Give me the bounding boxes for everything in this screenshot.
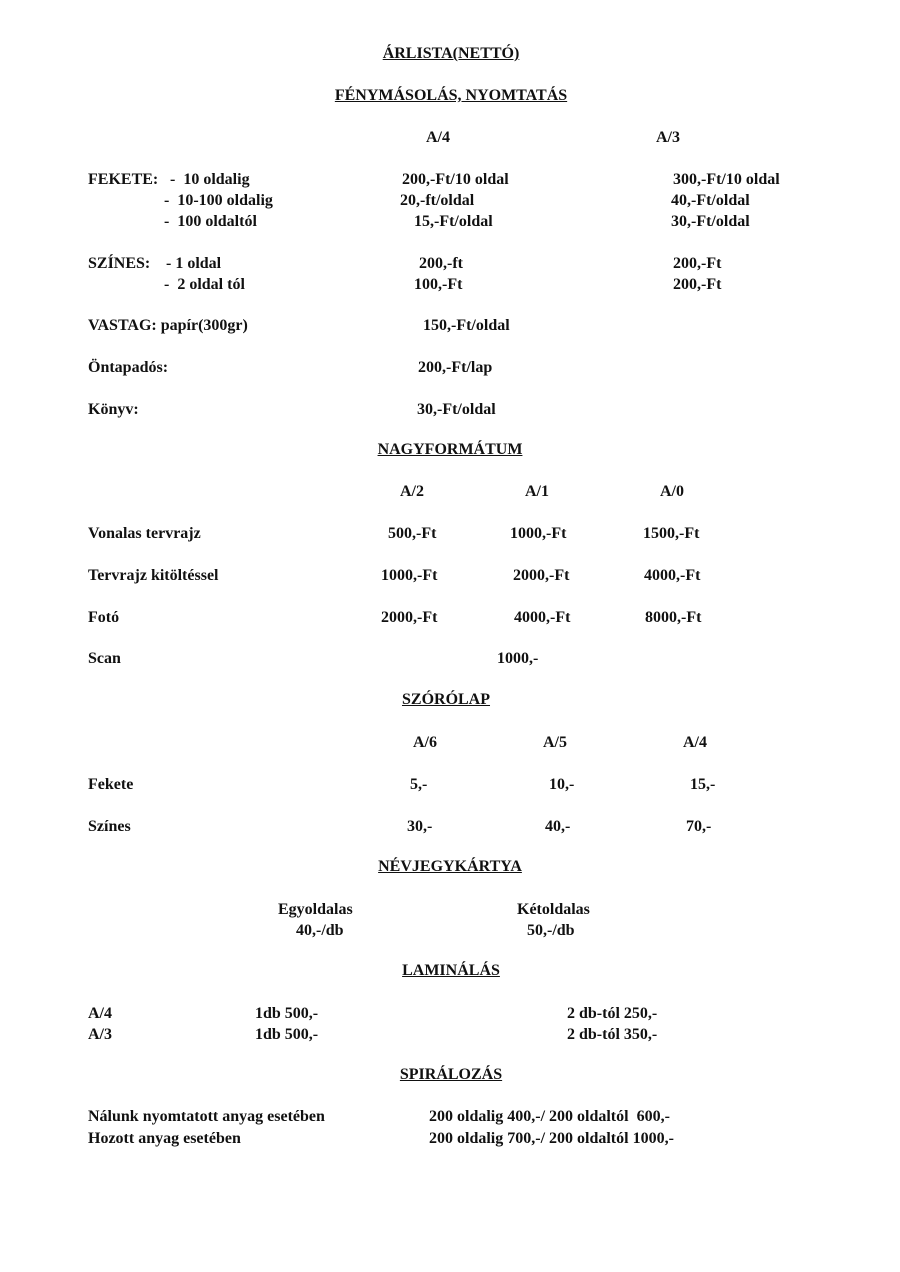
fekete-label: FEKETE:: [88, 171, 159, 188]
szines-a4-price: 100,-Ft: [414, 276, 463, 293]
copy-print-heading: FÉNYMÁSOLÁS, NYOMTATÁS: [334, 87, 568, 104]
szines-label: SZÍNES:: [88, 255, 151, 272]
flyer-a5-price: 10,-: [549, 776, 575, 793]
scan-label: Scan: [88, 650, 121, 667]
large-format-a1-price: 2000,-Ft: [513, 567, 570, 584]
flyer-a5-price: 40,-: [545, 818, 571, 835]
binding-row-price: 200 oldalig 700,-/ 200 oldaltól 1000,-: [429, 1130, 674, 1147]
fekete-range: - 100 oldaltól: [164, 213, 257, 230]
large-format-a0-price: 1500,-Ft: [643, 525, 700, 542]
fekete-range: - 10-100 oldalig: [164, 192, 273, 209]
large-format-row-label: Fotó: [88, 609, 120, 626]
col-header-a1: A/1: [525, 483, 549, 500]
flyer-a4-price: 15,-: [690, 776, 716, 793]
scan-price: 1000,-: [497, 650, 539, 667]
flyer-a6-price: 5,-: [410, 776, 428, 793]
large-format-a1-price: 1000,-Ft: [510, 525, 567, 542]
szines-a3-price: 200,-Ft: [673, 276, 722, 293]
lamination-single-price: 1db 500,-: [255, 1005, 319, 1022]
single-sided-label: Egyoldalas: [278, 901, 353, 918]
col-header-a6: A/6: [413, 734, 437, 751]
ontapados-label: Öntapadós:: [88, 359, 169, 376]
szines-range: - 2 oldal tól: [164, 276, 245, 293]
col-header-a4: A/4: [683, 734, 707, 751]
col-header-a5: A/5: [543, 734, 567, 751]
konyv-label: Könyv:: [88, 401, 139, 418]
flyer-a6-price: 30,-: [407, 818, 433, 835]
page-title: ÁRLISTA(NETTÓ): [382, 45, 520, 62]
flyer-row-label: Fekete: [88, 776, 134, 793]
binding-heading: SPIRÁLOZÁS: [399, 1066, 503, 1083]
flyer-heading: SZÓRÓLAP: [401, 691, 491, 708]
large-format-a0-price: 4000,-Ft: [644, 567, 701, 584]
lamination-heading: LAMINÁLÁS: [402, 962, 500, 979]
business-card-heading: NÉVJEGYKÁRTYA: [378, 858, 522, 875]
vastag-price: 150,-Ft/oldal: [423, 317, 510, 334]
col-header-a2: A/2: [400, 483, 424, 500]
fekete-a3-price: 30,-Ft/oldal: [671, 213, 750, 230]
double-sided-price: 50,-/db: [527, 922, 575, 939]
double-sided-label: Kétoldalas: [517, 901, 590, 918]
fekete-a3-price: 300,-Ft/10 oldal: [673, 171, 780, 188]
binding-row-label: Hozott anyag esetében: [88, 1130, 241, 1147]
fekete-a3-price: 40,-Ft/oldal: [671, 192, 750, 209]
fekete-a4-price: 15,-Ft/oldal: [414, 213, 493, 230]
vastag-label: VASTAG: papír(300gr): [88, 317, 248, 334]
szines-range: - 1 oldal: [166, 255, 222, 272]
fekete-range: - 10 oldalig: [170, 171, 250, 188]
large-format-a2-price: 1000,-Ft: [381, 567, 438, 584]
flyer-row-label: Színes: [88, 818, 131, 835]
large-format-a1-price: 4000,-Ft: [514, 609, 571, 626]
konyv-price: 30,-Ft/oldal: [417, 401, 496, 418]
lamination-single-price: 1db 500,-: [255, 1026, 319, 1043]
col-header-a3: A/3: [656, 129, 680, 146]
large-format-a2-price: 500,-Ft: [388, 525, 437, 542]
binding-row-price: 200 oldalig 400,-/ 200 oldaltól 600,-: [429, 1108, 670, 1125]
single-sided-price: 40,-/db: [296, 922, 344, 939]
ontapados-price: 200,-Ft/lap: [418, 359, 493, 376]
fekete-a4-price: 20,-ft/oldal: [400, 192, 475, 209]
large-format-heading: NAGYFORMÁTUM: [377, 441, 523, 458]
large-format-row-label: Tervrajz kitöltéssel: [88, 567, 219, 584]
large-format-a2-price: 2000,-Ft: [381, 609, 438, 626]
col-header-a4: A/4: [426, 129, 450, 146]
binding-row-label: Nálunk nyomtatott anyag esetében: [88, 1108, 325, 1125]
large-format-a0-price: 8000,-Ft: [645, 609, 702, 626]
lamination-bulk-price: 2 db-tól 250,-: [567, 1005, 658, 1022]
large-format-row-label: Vonalas tervrajz: [88, 525, 201, 542]
lamination-size: A/3: [88, 1026, 112, 1043]
col-header-a0: A/0: [660, 483, 684, 500]
lamination-size: A/4: [88, 1005, 112, 1022]
fekete-a4-price: 200,-Ft/10 oldal: [402, 171, 509, 188]
szines-a4-price: 200,-ft: [419, 255, 463, 272]
szines-a3-price: 200,-Ft: [673, 255, 722, 272]
flyer-a4-price: 70,-: [686, 818, 712, 835]
lamination-bulk-price: 2 db-tól 350,-: [567, 1026, 658, 1043]
